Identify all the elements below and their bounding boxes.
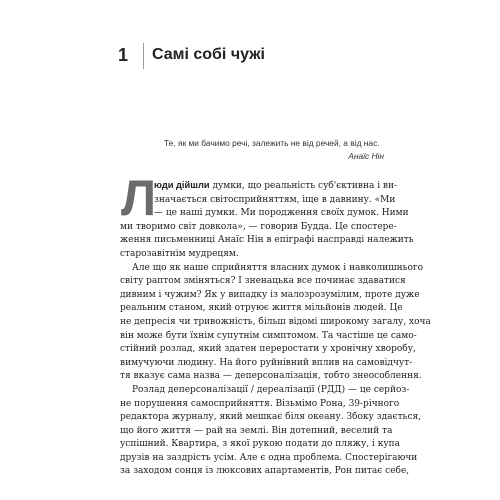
body-line: юди дійшли думки, що реальність суб'єктивна і ви- xyxy=(154,180,398,191)
epigraph-quote: Те, як ми бачимо речі, залежить не від речей, а від нас. xyxy=(164,138,380,148)
chapter-title: Самі собі чужі xyxy=(152,46,265,63)
body-line: дивним і чужим? Як у випадку із малозрозумілим, проте дуже xyxy=(120,289,420,300)
body-line: не депресія чи тривожність, більш відомі широкому загалу, хоча xyxy=(120,316,431,327)
body-line: — це наші думки. Ми породження своїх думок. Ними xyxy=(154,208,409,219)
lead-in: юди дійшли xyxy=(154,180,210,190)
body-line: він може бути їхнім супутнім симптомом. Та частіше це само- xyxy=(120,330,417,341)
body-line: ми творимо світ довкола», — говорив Будда. Це спостере- xyxy=(120,221,397,232)
drop-cap: Л xyxy=(121,170,157,226)
body-line: Але що як наше сприйняття власних думок і навколишнього xyxy=(132,262,424,273)
body-text xyxy=(120,179,431,479)
body-line: не порушення самосприйняття. Візьмімо Рона, 39-річного xyxy=(120,398,400,409)
body-line: світу раптом зміняться? І зненацька все починає здаватися xyxy=(120,276,406,287)
chapter-divider xyxy=(143,43,144,69)
body-line: Розлад деперсоналізації / дереалізації (РДД) — це серйоз- xyxy=(132,384,410,395)
body-line: друзів на заздрість усім. Але є одна проблема. Спостерігаючи xyxy=(120,452,418,463)
body-line: тя вказує сама назва — деперсоналізація, тобто знеособлення. xyxy=(120,371,422,382)
body-line: за заходом сонця із люксових апартаментів, Рон питає себе, xyxy=(120,466,410,477)
body-line: редактора журналу, який мешкає біля океану. Збоку здається, xyxy=(120,412,422,423)
chapter-number: 1 xyxy=(118,45,129,65)
body-line: стійний розлад, який здатен переростати у хронічну хворобу, xyxy=(120,344,416,355)
body-line: значається світосприйняттям, іще в давнину. «Ми xyxy=(154,194,396,205)
body-line: ження письменниці Анаїс Нін в епіграфі насправді належить xyxy=(120,235,414,246)
body-line: що його життя — рай на землі. Він дотепний, веселий та xyxy=(120,425,393,436)
body-line: реальним станом, який отруює життя мільйонів людей. Це xyxy=(120,303,403,314)
epigraph xyxy=(164,137,386,163)
body-line: старозавітнім мудрецям. xyxy=(120,248,239,259)
body-line: вимучуючи людину. На його руйнівний вплив на самовідчут- xyxy=(120,357,413,368)
epigraph-author: Анаїс Нін xyxy=(348,151,384,161)
body-line: успішний. Квартира, з якої рукою подати до пляжу, і купа xyxy=(120,439,401,450)
